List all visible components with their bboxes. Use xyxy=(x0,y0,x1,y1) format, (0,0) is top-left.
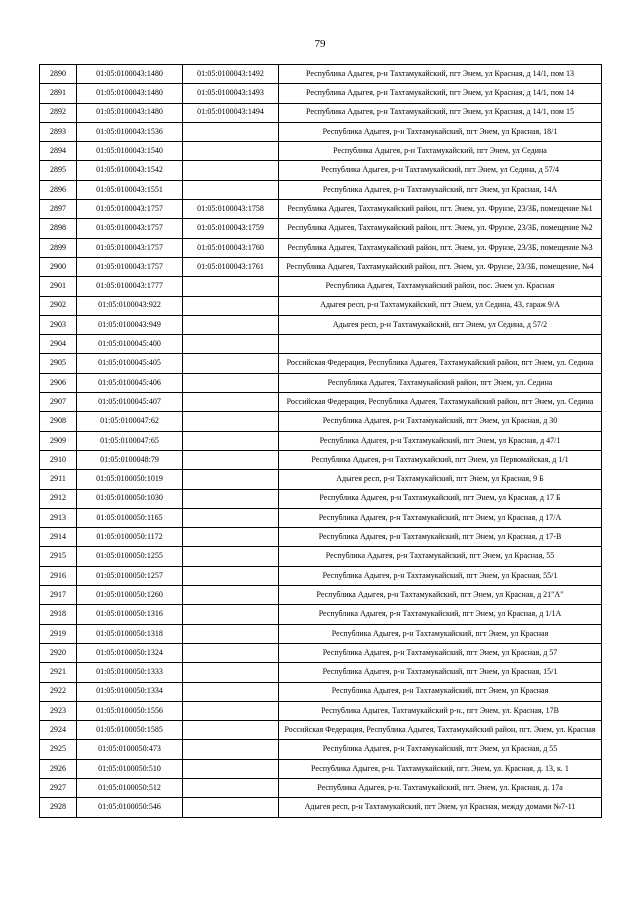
row-number-cell: 2926 xyxy=(40,759,77,778)
cadastral-number-cell: 01:05:0100050:1257 xyxy=(77,566,183,585)
address-cell: Республика Адыгея, Тахтамукайский район, пгт Энем, ул. Седина xyxy=(279,373,602,392)
row-number-cell: 2909 xyxy=(40,431,77,450)
row-number-cell: 2891 xyxy=(40,84,77,103)
cadastral-number-cell: 01:05:0100048:79 xyxy=(77,450,183,469)
row-number-cell: 2904 xyxy=(40,335,77,354)
row-number-cell: 2910 xyxy=(40,450,77,469)
linked-cadastral-number-cell: 01:05:0100043:1760 xyxy=(183,238,279,257)
cadastral-number-cell: 01:05:0100050:512 xyxy=(77,778,183,797)
address-cell: Российская Федерация, Республика Адыгея, Тахтамукайский район, пгт. Энем, ул. Красная xyxy=(279,721,602,740)
table-row xyxy=(40,84,602,103)
table-row xyxy=(40,624,602,643)
row-number-cell: 2893 xyxy=(40,122,77,141)
table-row xyxy=(40,122,602,141)
cadastral-number-cell: 01:05:0100043:1480 xyxy=(77,65,183,84)
address-cell: Республика Адыгея, р-н Тахтамукайский, пгт Энем, ул Седина xyxy=(279,142,602,161)
row-number-cell: 2901 xyxy=(40,277,77,296)
cadastral-number-cell: 01:05:0100050:1556 xyxy=(77,701,183,720)
address-cell: Республика Адыгея, р-н. Тахтамукайский, пгт. Энем, ул. Красная, д. 13, к. 1 xyxy=(279,759,602,778)
linked-cadastral-number-cell xyxy=(183,373,279,392)
cadastral-number-cell: 01:05:0100043:1551 xyxy=(77,180,183,199)
row-number-cell: 2911 xyxy=(40,470,77,489)
cadastral-number-cell: 01:05:0100050:1172 xyxy=(77,528,183,547)
cadastral-number-cell: 01:05:0100043:1480 xyxy=(77,103,183,122)
table-row xyxy=(40,65,602,84)
linked-cadastral-number-cell xyxy=(183,547,279,566)
address-cell: Республика Адыгея, р-н Тахтамукайский, пгт Энем, ул Красная, 14А xyxy=(279,180,602,199)
row-number-cell: 2897 xyxy=(40,200,77,219)
table-row xyxy=(40,663,602,682)
linked-cadastral-number-cell xyxy=(183,470,279,489)
row-number-cell: 2892 xyxy=(40,103,77,122)
table-row xyxy=(40,586,602,605)
cadastral-number-cell: 01:05:0100050:1324 xyxy=(77,643,183,662)
linked-cadastral-number-cell: 01:05:0100043:1761 xyxy=(183,257,279,276)
cadastral-number-cell: 01:05:0100050:1260 xyxy=(77,586,183,605)
linked-cadastral-number-cell: 01:05:0100043:1758 xyxy=(183,200,279,219)
table-row xyxy=(40,643,602,662)
linked-cadastral-number-cell xyxy=(183,412,279,431)
row-number-cell: 2900 xyxy=(40,257,77,276)
address-cell: Республика Адыгея, р-н Тахтамукайский, пгт Энем, ул Красная xyxy=(279,682,602,701)
table-row xyxy=(40,315,602,334)
row-number-cell: 2903 xyxy=(40,315,77,334)
table-row xyxy=(40,257,602,276)
row-number-cell: 2896 xyxy=(40,180,77,199)
linked-cadastral-number-cell: 01:05:0100043:1759 xyxy=(183,219,279,238)
table-row xyxy=(40,740,602,759)
linked-cadastral-number-cell: 01:05:0100043:1493 xyxy=(183,84,279,103)
cadastral-number-cell: 01:05:0100043:1480 xyxy=(77,84,183,103)
row-number-cell: 2898 xyxy=(40,219,77,238)
linked-cadastral-number-cell xyxy=(183,778,279,797)
row-number-cell: 2924 xyxy=(40,721,77,740)
address-cell: Республика Адыгея, р-н. Тахтамукайский, пгт. Энем, ул. Красная, д. 17а xyxy=(279,778,602,797)
cadastral-number-cell: 01:05:0100050:1333 xyxy=(77,663,183,682)
table-row xyxy=(40,489,602,508)
row-number-cell: 2914 xyxy=(40,528,77,547)
row-number-cell: 2899 xyxy=(40,238,77,257)
address-cell: Республика Адыгея, р-н Тахтамукайский, пгт Энем, ул Красная, 55/1 xyxy=(279,566,602,585)
cadastral-number-cell: 01:05:0100043:1777 xyxy=(77,277,183,296)
linked-cadastral-number-cell xyxy=(183,315,279,334)
linked-cadastral-number-cell xyxy=(183,122,279,141)
table-row xyxy=(40,778,602,797)
address-cell xyxy=(279,335,602,354)
row-number-cell: 2890 xyxy=(40,65,77,84)
row-number-cell: 2912 xyxy=(40,489,77,508)
linked-cadastral-number-cell xyxy=(183,701,279,720)
address-cell: Республика Адыгея, р-н Тахтамукайский, пгт Энем, ул Красная, д 17-В xyxy=(279,528,602,547)
address-cell: Адыгея респ, р-н Тахтамукайский, пгт Энем, ул Седина, д 57/2 xyxy=(279,315,602,334)
table-row xyxy=(40,161,602,180)
linked-cadastral-number-cell xyxy=(183,798,279,817)
table-row xyxy=(40,431,602,450)
row-number-cell: 2894 xyxy=(40,142,77,161)
table-row xyxy=(40,701,602,720)
table-row xyxy=(40,528,602,547)
linked-cadastral-number-cell xyxy=(183,624,279,643)
table-row xyxy=(40,412,602,431)
address-cell: Республика Адыгея, р-н Тахтамукайский, пгт Энем, ул Красная, 15/1 xyxy=(279,663,602,682)
address-cell: Республика Адыгея, р-н Тахтамукайский, пгт Энем, ул Первомайская, д 1/1 xyxy=(279,450,602,469)
cadastral-number-cell: 01:05:0100043:1757 xyxy=(77,219,183,238)
cadastral-number-cell: 01:05:0100045:405 xyxy=(77,354,183,373)
cadastral-number-cell: 01:05:0100050:1334 xyxy=(77,682,183,701)
table-row xyxy=(40,335,602,354)
address-cell: Адыгея респ, р-н Тахтамукайский, пгт Энем, ул Красная, между домами №7-11 xyxy=(279,798,602,817)
cadastral-number-cell: 01:05:0100045:407 xyxy=(77,393,183,412)
table-row xyxy=(40,103,602,122)
table-row xyxy=(40,200,602,219)
linked-cadastral-number-cell xyxy=(183,528,279,547)
table-row xyxy=(40,393,602,412)
address-cell: Республика Адыгея, р-н Тахтамукайский, пгт Энем, ул Красная xyxy=(279,624,602,643)
row-number-cell: 2920 xyxy=(40,643,77,662)
row-number-cell: 2927 xyxy=(40,778,77,797)
row-number-cell: 2905 xyxy=(40,354,77,373)
linked-cadastral-number-cell xyxy=(183,431,279,450)
table-row xyxy=(40,547,602,566)
address-cell: Республика Адыгея, р-н Тахтамукайский, пгт Энем, ул Красная, д 21"А" xyxy=(279,586,602,605)
address-cell: Республика Адыгея, р-н Тахтамукайский, пгт Энем, ул Красная, д 14/1, пом 14 xyxy=(279,84,602,103)
cadastral-number-cell: 01:05:0100050:1318 xyxy=(77,624,183,643)
cadastral-number-cell: 01:05:0100050:1019 xyxy=(77,470,183,489)
table-row xyxy=(40,605,602,624)
linked-cadastral-number-cell xyxy=(183,682,279,701)
address-cell: Республика Адыгея, р-н Тахтамукайский, пгт Энем, ул Красная, д 47/1 xyxy=(279,431,602,450)
linked-cadastral-number-cell xyxy=(183,142,279,161)
table-row xyxy=(40,450,602,469)
row-number-cell: 2923 xyxy=(40,701,77,720)
address-cell: Республика Адыгея, р-н Тахтамукайский, пгт Энем, ул Красная, д 30 xyxy=(279,412,602,431)
address-cell: Республика Адыгея, Тахтамукайский район, пос. Энем ул. Красная xyxy=(279,277,602,296)
address-cell: Республика Адыгея, р-н Тахтамукайский, пгт Энем, ул Красная, д 57 xyxy=(279,643,602,662)
address-cell: Республика Адыгея, р-н Тахтамукайский, пгт Энем, ул Красная, д 17/А xyxy=(279,508,602,527)
cadastral-number-cell: 01:05:0100050:1585 xyxy=(77,721,183,740)
linked-cadastral-number-cell xyxy=(183,740,279,759)
cadastral-number-cell: 01:05:0100043:1542 xyxy=(77,161,183,180)
address-cell: Республика Адыгея, р-н Тахтамукайский, пгт Энем, ул Красная, д 1/1А xyxy=(279,605,602,624)
cadastral-number-cell: 01:05:0100050:510 xyxy=(77,759,183,778)
row-number-cell: 2921 xyxy=(40,663,77,682)
table-row xyxy=(40,142,602,161)
table-row xyxy=(40,798,602,817)
linked-cadastral-number-cell xyxy=(183,663,279,682)
linked-cadastral-number-cell: 01:05:0100043:1492 xyxy=(183,65,279,84)
linked-cadastral-number-cell xyxy=(183,296,279,315)
linked-cadastral-number-cell xyxy=(183,759,279,778)
table-row xyxy=(40,296,602,315)
row-number-cell: 2915 xyxy=(40,547,77,566)
linked-cadastral-number-cell xyxy=(183,161,279,180)
cadastral-number-cell: 01:05:0100050:1316 xyxy=(77,605,183,624)
linked-cadastral-number-cell xyxy=(183,277,279,296)
row-number-cell: 2895 xyxy=(40,161,77,180)
row-number-cell: 2925 xyxy=(40,740,77,759)
linked-cadastral-number-cell xyxy=(183,721,279,740)
table-body xyxy=(40,65,602,818)
row-number-cell: 2916 xyxy=(40,566,77,585)
cadastral-number-cell: 01:05:0100043:1757 xyxy=(77,257,183,276)
cadastral-number-cell: 01:05:0100050:1165 xyxy=(77,508,183,527)
linked-cadastral-number-cell xyxy=(183,586,279,605)
address-cell: Российская Федерация, Республика Адыгея, Тахтамукайский район, пгт Энем, ул. Седина xyxy=(279,354,602,373)
address-cell: Республика Адыгея, Тахтамукайский район, пгт. Энем, ул. Фрунзе, 23/3Б, помещение №2 xyxy=(279,219,602,238)
address-cell: Республика Адыгея, р-н Тахтамукайский, пгт Энем, ул Красная, д 14/1, пом 15 xyxy=(279,103,602,122)
row-number-cell: 2902 xyxy=(40,296,77,315)
table-row xyxy=(40,759,602,778)
table-row xyxy=(40,566,602,585)
address-cell: Республика Адыгея, р-н Тахтамукайский, пгт Энем, ул Красная, 18/1 xyxy=(279,122,602,141)
cadastral-number-cell: 01:05:0100043:1536 xyxy=(77,122,183,141)
linked-cadastral-number-cell xyxy=(183,643,279,662)
row-number-cell: 2913 xyxy=(40,508,77,527)
address-cell: Республика Адыгея, р-н Тахтамукайский, пгт Энем, ул Красная, д 14/1, пом 13 xyxy=(279,65,602,84)
linked-cadastral-number-cell xyxy=(183,450,279,469)
cadastral-number-cell: 01:05:0100043:922 xyxy=(77,296,183,315)
row-number-cell: 2928 xyxy=(40,798,77,817)
address-cell: Республика Адыгея, р-н Тахтамукайский, пгт Энем, ул Красная, 55 xyxy=(279,547,602,566)
table-row xyxy=(40,373,602,392)
linked-cadastral-number-cell xyxy=(183,354,279,373)
table-row xyxy=(40,354,602,373)
cadastral-number-cell: 01:05:0100045:406 xyxy=(77,373,183,392)
cadastral-number-cell: 01:05:0100043:1757 xyxy=(77,200,183,219)
cadastral-number-cell: 01:05:0100047:65 xyxy=(77,431,183,450)
linked-cadastral-number-cell xyxy=(183,335,279,354)
row-number-cell: 2918 xyxy=(40,605,77,624)
cadastral-number-cell: 01:05:0100043:949 xyxy=(77,315,183,334)
table-row xyxy=(40,238,602,257)
address-cell: Республика Адыгея, р-н Тахтамукайский, пгт Энем, ул Седина, д 57/4 xyxy=(279,161,602,180)
cadastral-number-cell: 01:05:0100050:546 xyxy=(77,798,183,817)
row-number-cell: 2906 xyxy=(40,373,77,392)
table-row xyxy=(40,219,602,238)
cadastral-number-cell: 01:05:0100050:1255 xyxy=(77,547,183,566)
row-number-cell: 2908 xyxy=(40,412,77,431)
address-cell: Республика Адыгея, р-н Тахтамукайский, пгт Энем, ул Красная, д 55 xyxy=(279,740,602,759)
linked-cadastral-number-cell xyxy=(183,180,279,199)
address-cell: Республика Адыгея, Тахтамукайский район, пгт. Энем, ул. Фрунзе, 23/3Б, помещение, №4 xyxy=(279,257,602,276)
address-cell: Республика Адыгея, Тахтамукайский р-н., пгт Энем, ул. Красная, 17В xyxy=(279,701,602,720)
row-number-cell: 2907 xyxy=(40,393,77,412)
table-row xyxy=(40,277,602,296)
cadastral-number-cell: 01:05:0100043:1540 xyxy=(77,142,183,161)
linked-cadastral-number-cell xyxy=(183,605,279,624)
cadastral-table xyxy=(39,64,602,818)
table-row xyxy=(40,682,602,701)
cadastral-number-cell: 01:05:0100050:473 xyxy=(77,740,183,759)
address-cell: Республика Адыгея, Тахтамукайский район, пгт. Энем, ул. Фрунзе, 23/3Б, помещение №1 xyxy=(279,200,602,219)
address-cell: Республика Адыгея, р-н Тахтамукайский, пгт Энем, ул Красная, д 17 Б xyxy=(279,489,602,508)
table-row xyxy=(40,508,602,527)
row-number-cell: 2917 xyxy=(40,586,77,605)
table-row xyxy=(40,470,602,489)
cadastral-number-cell: 01:05:0100045:400 xyxy=(77,335,183,354)
address-cell: Адыгея респ, р-н Тахтамукайский, пгт Энем, ул Седина, 43, гараж 9/А xyxy=(279,296,602,315)
row-number-cell: 2922 xyxy=(40,682,77,701)
address-cell: Республика Адыгея, Тахтамукайский район, пгт. Энем, ул. Фрунзе, 23/3Б, помещение №3 xyxy=(279,238,602,257)
cadastral-number-cell: 01:05:0100050:1030 xyxy=(77,489,183,508)
cadastral-number-cell: 01:05:0100043:1757 xyxy=(77,238,183,257)
page-number: 79 xyxy=(314,38,326,50)
linked-cadastral-number-cell: 01:05:0100043:1494 xyxy=(183,103,279,122)
table-row xyxy=(40,180,602,199)
linked-cadastral-number-cell xyxy=(183,489,279,508)
linked-cadastral-number-cell xyxy=(183,508,279,527)
cadastral-number-cell: 01:05:0100047:62 xyxy=(77,412,183,431)
address-cell: Адыгея респ, р-н Тахтамукайский, пгт Энем, ул Красная, 9 Б xyxy=(279,470,602,489)
table-row xyxy=(40,721,602,740)
address-cell: Российская Федерация, Республика Адыгея, Тахтамукайский район, пгт Энем, ул. Седина xyxy=(279,393,602,412)
linked-cadastral-number-cell xyxy=(183,566,279,585)
linked-cadastral-number-cell xyxy=(183,393,279,412)
row-number-cell: 2919 xyxy=(40,624,77,643)
